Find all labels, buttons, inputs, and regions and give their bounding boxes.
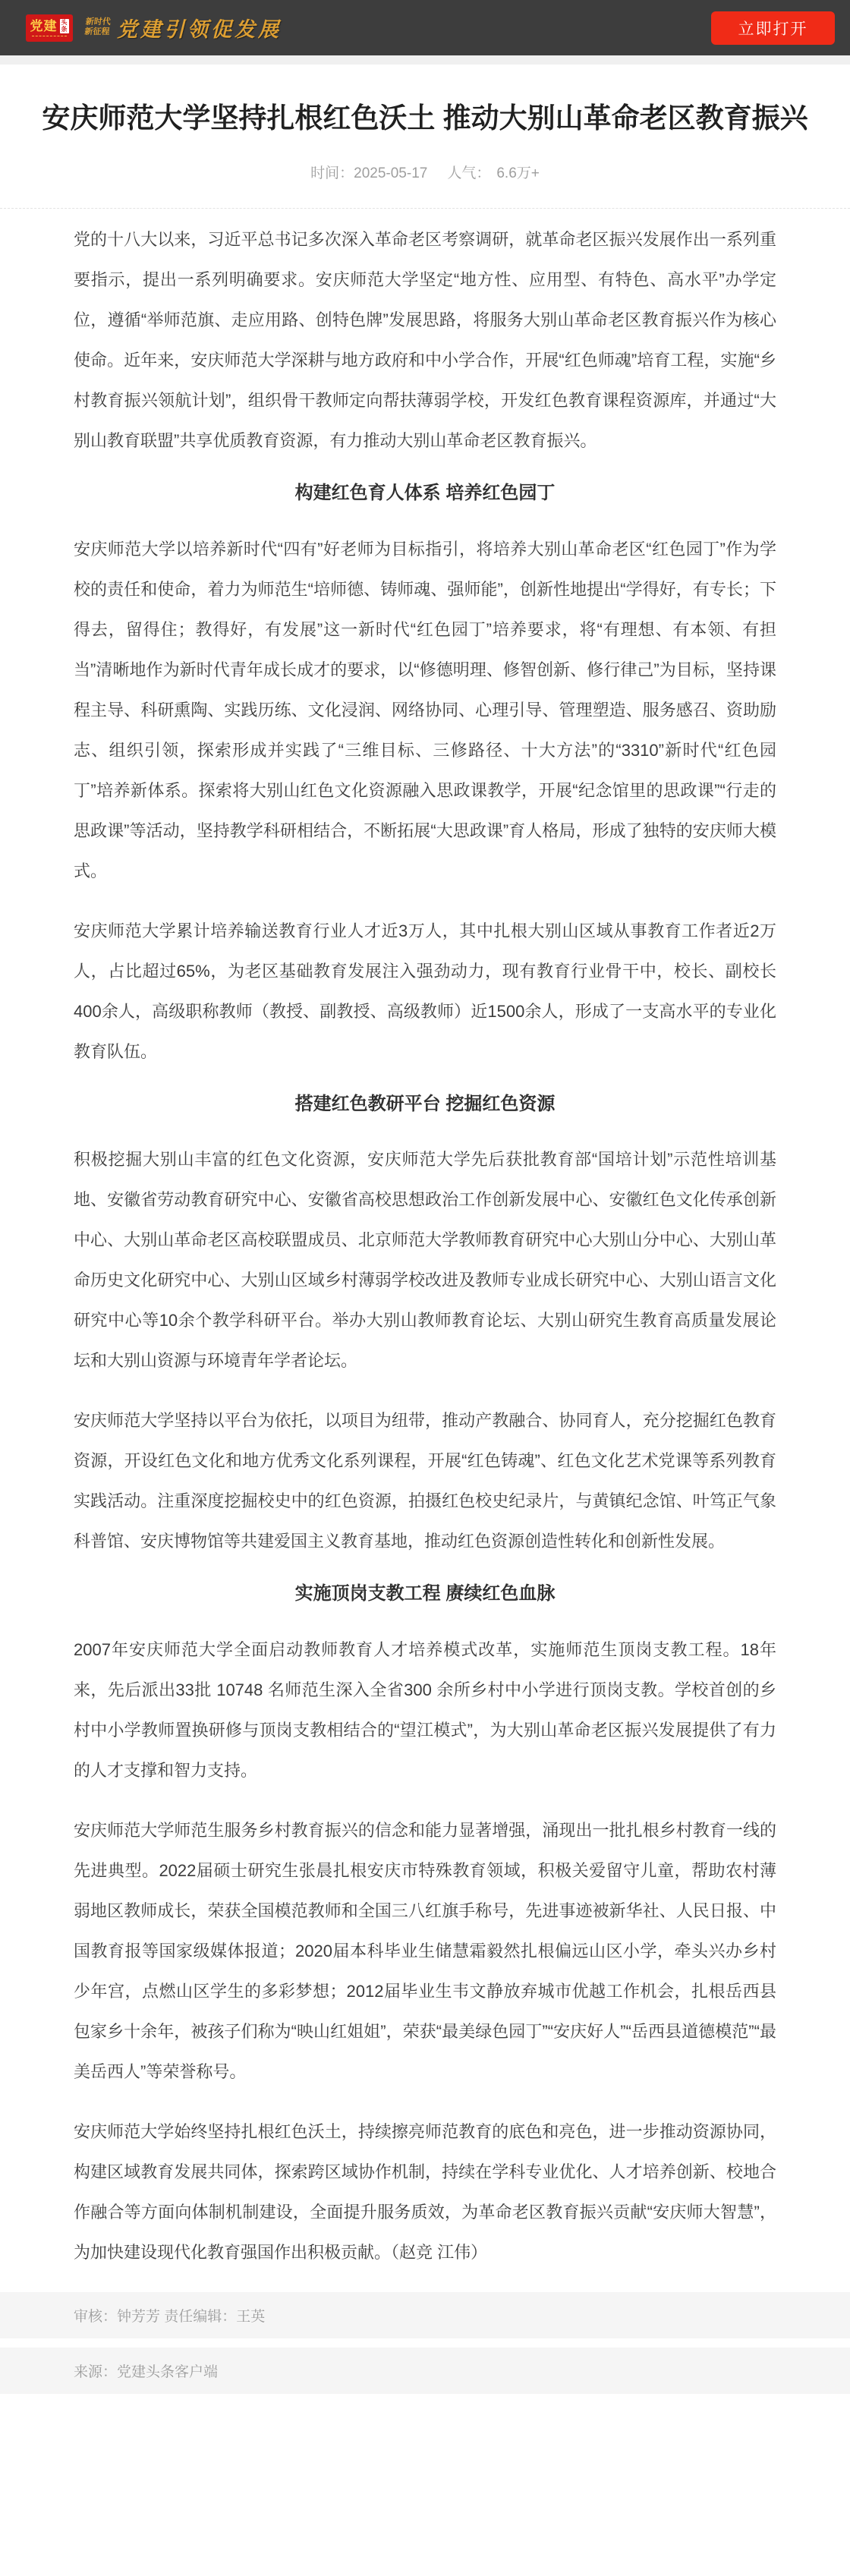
section-heading: 构建红色育人体系 培养红色园丁	[294, 482, 556, 503]
slogan-main-text: 党建引领促发展	[117, 18, 282, 41]
views-value: 6.6万+	[496, 165, 540, 181]
logo-row	[30, 19, 69, 33]
source-text: 来源：党建头条客户端	[74, 2363, 219, 2380]
open-app-button[interactable]: 立即打开	[711, 11, 835, 45]
source-bar	[0, 2348, 850, 2394]
article-paragraph: 积极挖掘大别山丰富的红色文化资源，安庆师范大学先后获批教育部“国培计划”示范性培训基地、安徽省劳动教育研究中心、安徽省高校思想政治工作创新发展中心、安徽红色文化传承创新中心、大别山革命老区高校联盟成员、北京师范大学教师教育研究中心大别山分中心、大别山革命历史文化研究中心、大别山区域乡村薄弱学校改进及教师专业成长研究中心、大别山语言文化研究中心等10余个教学科研平台。举办大别山教师教育论坛、大别山研究生教育高质量发展论坛和大别山资源与环境青年学者论坛。	[74, 1150, 776, 1371]
article-paragraph: 安庆师范大学坚持以平台为依托，以项目为纽带，推动产教融合、协同育人，充分挖掘红色教育资源，开设红色文化和地方优秀文化系列课程，开展“红色铸魂”、红色文化艺术党课等系列教育实践活动。注重深度挖掘校史中的红色资源，拍摄红色校史纪录片，与黄镇纪念馆、叶笃正气象科普馆、安庆博物馆等共建爱国主义教育基地，推动红色资源创造性转化和创新性发展。	[74, 1411, 776, 1551]
review-bar	[0, 2292, 850, 2338]
logo-badge: 头条	[61, 19, 68, 33]
time-label: 时间：	[310, 165, 354, 181]
time-value: 2025-05-17	[354, 165, 428, 181]
slogan-prefix	[84, 17, 112, 37]
article-body	[74, 209, 776, 2272]
article-header	[0, 99, 850, 182]
logo-text: 党建	[30, 19, 58, 33]
article-paragraph: 安庆师范大学以培养新时代“四有”好老师为目标指引，将培养大别山革命老区“红色园丁”作为学校的责任和使命，着力为师范生“培师德、铸师魂、强师能”，创新性地提出“学得好，有专长；下得去，留得住；教得好，有发展”这一新时代“红色园丁”培养要求，将“有理想、有本领、有担当”清晰地作为新时代青年成长成才的要求，以“修德明理、修智创新、修行律己”为目标，坚持课程主导、科研熏陶、实践历练、文化浸润、网络协同、心理引导、管理塑造、服务感召、资助励志、组织引领，探索形成并实践了“三维目标、三修路径、十大方法”的“3310”新时代“红色园丁”培养新体系。探索将大别山红色文化资源融入思政课教学，开展“纪念馆里的思政课”“行走的思政课”等活动，坚持教学科研相结合，不断拓展“大思政课”育人格局，形成了独特的安庆师大模式。	[74, 539, 776, 880]
page-title: 安庆师范大学坚持扎根红色沃土 推动大别山革命老区教育振兴	[42, 102, 808, 134]
article-paragraph: 党的十八大以来，习近平总书记多次深入革命老区考察调研，就革命老区振兴发展作出一系列重要指示，提出一系列明确要求。安庆师范大学坚定“地方性、应用型、有特色、高水平”办学定位，遵循“举师范旗、走应用路、创特色牌”发展思路，将服务大别山革命老区教育振兴作为核心使命。近年来，安庆师范大学深耕与地方政府和中小学合作，开展“红色师魂”培育工程，实施“乡村教育振兴领航计划”，组织骨干教师定向帮扶薄弱学校，开发红色教育课程资源库，并通过“大别山教育联盟”共享优质教育资源，有力推动大别山革命老区教育振兴。	[74, 229, 776, 450]
dangjian-logo	[26, 14, 73, 42]
page-footer	[0, 2292, 850, 2394]
article-paragraph: 2007年安庆师范大学全面启动教师教育人才培养模式改革，实施师范生顶岗支教工程。18年来，先后派出33批 10748 名师范生深入全省300 余所乡村中小学进行顶岗支教。学校首创的乡村中小学教师置换研修与顶岗支教相结合的“望江模式”，为大别山革命老区振兴发展提供了有力的人才支撑和智力支持。	[74, 1639, 776, 1780]
section-heading: 搭建红色教研平台 挖掘红色资源	[294, 1093, 556, 1114]
slogan-prefix-line2: 新征程	[83, 27, 110, 37]
article-paragraph: 安庆师范大学始终坚持扎根红色沃土，持续擦亮师范教育的底色和亮色，进一步推动资源协同，构建区域教育发展共同体，探索跨区域协作机制，持续在学科专业优化、人才培养创新、校地合作融合等方面向体制机制建设，全面提升服务质效，为革命老区教育振兴贡献“安庆师大智慧”，为加快建设现代化教育强国作出积极贡献。（赵竞 江伟）	[74, 2121, 776, 2262]
views-label: 人气：	[447, 165, 491, 181]
article-paragraph: 安庆师范大学累计培养输送教育行业人才近3万人，其中扎根大别山区域从事教育工作者近2万人，占比超过65%，为老区基础教育发展注入强劲动力，现有教育行业骨干中，校长、副校长400余人，高级职称教师（教授、副教授、高级教师）近1500余人，形成了一支高水平的专业化教育队伍。	[74, 921, 776, 1061]
header-divider-strip	[0, 55, 850, 65]
review-text: 审核：钟芳芳 责任编辑：王英	[74, 2308, 266, 2325]
slogan-block	[85, 13, 282, 43]
article-meta	[34, 162, 816, 182]
slogan-prefix-line1: 新时代	[85, 17, 112, 27]
header-banner	[0, 0, 850, 55]
article-paragraph: 安庆师范大学师范生服务乡村教育振兴的信念和能力显著增强，涌现出一批扎根乡村教育一线的先进典型。2022届硕士研究生张晨扎根安庆市特殊教育领域，积极关爱留守儿童，帮助农村薄弱地区教师成长，荣获全国模范教师和全国三八红旗手称号，先进事迹被新华社、人民日报、中国教育报等国家级媒体报道；2020届本科毕业生储慧霜毅然扎根偏远山区小学，牵头兴办乡村少年宫，点燃山区学生的多彩梦想；2012届毕业生韦文静放弃城市优越工作机会，扎根岳西县包家乡十余年，被孩子们称为“映山红姐姐”，荣获“最美绿色园丁”“安庆好人”“岳西县道德模范”“最美岳西人”等荣誉称号。	[74, 1820, 776, 2081]
section-heading: 实施顶岗支教工程 赓续红色血脉	[294, 1583, 556, 1604]
